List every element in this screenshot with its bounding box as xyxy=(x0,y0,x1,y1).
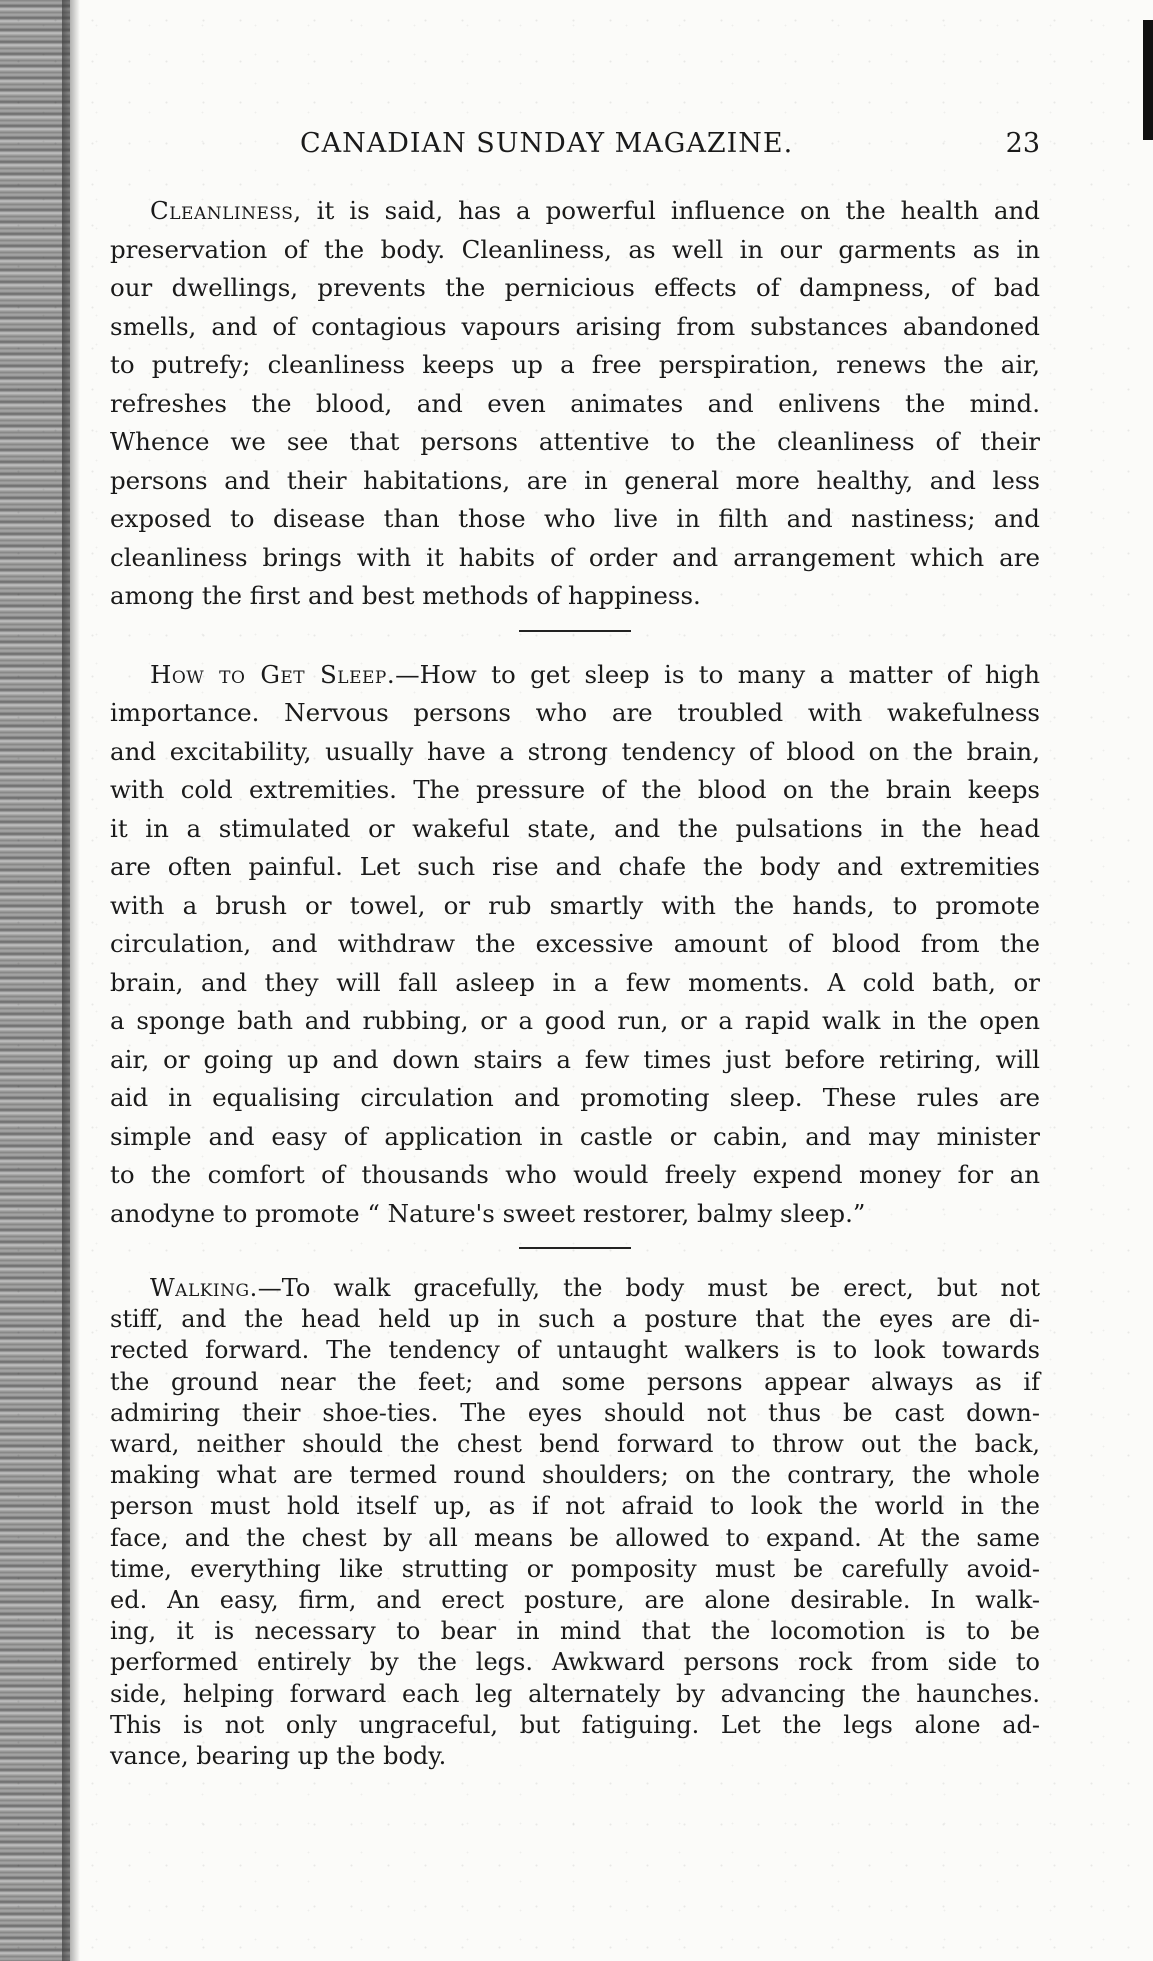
book-binding xyxy=(0,0,70,1961)
text-line: with a brush or towel, or rub smartly with the hands, to promote xyxy=(110,890,1040,920)
text-line: rected forward. The tendency of untaught walkers is to look towards xyxy=(110,1336,1040,1365)
text-line: Walking.—To walk gracefully, the body must be erect, but not xyxy=(150,1274,1040,1302)
text-line: cleanliness brings with it habits of order and arrangement which are xyxy=(110,542,1040,572)
text-line: stiff, and the head held up in such a posture that the eyes are di- xyxy=(110,1305,1040,1334)
text-line: brain, and they will fall asleep in a few moments. A cold bath, or xyxy=(110,967,1040,997)
text-line: aid in equalising circulation and promoting sleep. These rules are xyxy=(110,1083,1040,1112)
text-line: person must hold itself up, as if not afraid to look the world in the xyxy=(110,1492,1040,1521)
page-edge-mark xyxy=(1143,20,1153,140)
text-line: smells, and of contagious vapours arising from substances abandoned xyxy=(110,311,1040,341)
text-line: and excitability, usually have a strong tendency of blood on the brain, xyxy=(110,736,1040,766)
text-line: time, everything like strutting or pomposity must be carefully avoid- xyxy=(110,1554,1040,1583)
text-line: importance. Nervous persons who are troubled with wakefulness xyxy=(110,698,1040,727)
article-cleanliness xyxy=(110,192,1040,616)
magazine-title: CANADIAN SUNDAY MAGAZINE. xyxy=(300,128,794,159)
section-divider xyxy=(519,630,631,632)
text-line: ing, it is necessary to bear in mind that the locomotion is to be xyxy=(110,1617,1040,1646)
text-line: Whence we see that persons attentive to the cleanliness of their xyxy=(110,427,1040,456)
article-walking xyxy=(110,1273,1040,1772)
article-how-to-get-sleep xyxy=(110,656,1040,1234)
text-line: among the first and best methods of happiness. xyxy=(110,581,701,610)
text-line: persons and their habitations, are in general more healthy, and less xyxy=(110,465,1040,495)
text-line: the ground near the feet; and some persons appear always as if xyxy=(110,1367,1040,1396)
running-header xyxy=(140,128,1040,168)
binding-shadow xyxy=(62,0,80,1961)
text-line: refreshes the blood, and even animates and enlivens the mind. xyxy=(110,388,1040,418)
text-line: ward, neither should the chest bend forward to throw out the back, xyxy=(110,1430,1040,1459)
text-line: admiring their shoe-ties. The eyes should not thus be cast down- xyxy=(110,1398,1040,1427)
text-line: to the comfort of thousands who would freely expend money for an xyxy=(110,1160,1040,1189)
article-lead: How to Get Sleep. xyxy=(150,659,396,689)
text-line: vance, bearing up the body. xyxy=(110,1742,447,1771)
text-line: side, helping forward each leg alternately by advancing the haunches. xyxy=(110,1679,1040,1708)
text-line: with cold extremities. The pressure of the blood on the brain keeps xyxy=(110,775,1040,804)
text-line: ed. An easy, firm, and erect posture, are alone desirable. In walk- xyxy=(110,1586,1040,1615)
text-line: Cleanliness, it is said, has a powerful influence on the health and xyxy=(150,196,1040,225)
text-line: it in a stimulated or wakeful state, and the pulsations in the head xyxy=(110,813,1040,843)
page-number: 23 xyxy=(1005,128,1040,159)
text-line: air, or going up and down stairs a few times just before retiring, will xyxy=(110,1044,1040,1074)
text-line: simple and easy of application in castle or cabin, and may minister xyxy=(110,1121,1040,1151)
text-line: preservation of the body. Cleanliness, as well in our garments as in xyxy=(110,234,1040,264)
text-line: are often painful. Let such rise and chafe the body and extremities xyxy=(110,852,1040,881)
text-line: exposed to disease than those who live in filth and nastiness; and xyxy=(110,504,1040,533)
text-line: circulation, and withdraw the excessive amount of blood from the xyxy=(110,929,1040,958)
text-line: performed entirely by the legs. Awkward persons rock from side to xyxy=(110,1648,1040,1677)
article-body xyxy=(110,192,1040,1772)
article-lead: Walking. xyxy=(150,1274,258,1302)
article-lead: Cleanliness, xyxy=(150,196,302,225)
text-line: anodyne to promote “ Nature's sweet restorer, balmy sleep.” xyxy=(110,1198,866,1228)
text-line: face, and the chest by all means be allowed to expand. At the same xyxy=(110,1523,1040,1552)
text-line: a sponge bath and rubbing, or a good run, or a rapid walk in the open xyxy=(110,1006,1040,1035)
text-line: How to Get Sleep.—How to get sleep is to many a matter of high xyxy=(150,659,1041,689)
text-line: to putrefy; cleanliness keeps up a free perspiration, renews the air, xyxy=(110,350,1040,379)
text-line: making what are termed round shoulders; on the contrary, the whole xyxy=(110,1461,1040,1490)
text-line: our dwellings, prevents the pernicious effects of dampness, of bad xyxy=(110,273,1040,302)
text-line: This is not only ungraceful, but fatiguing. Let the legs alone ad- xyxy=(110,1710,1040,1739)
section-divider xyxy=(519,1247,631,1249)
